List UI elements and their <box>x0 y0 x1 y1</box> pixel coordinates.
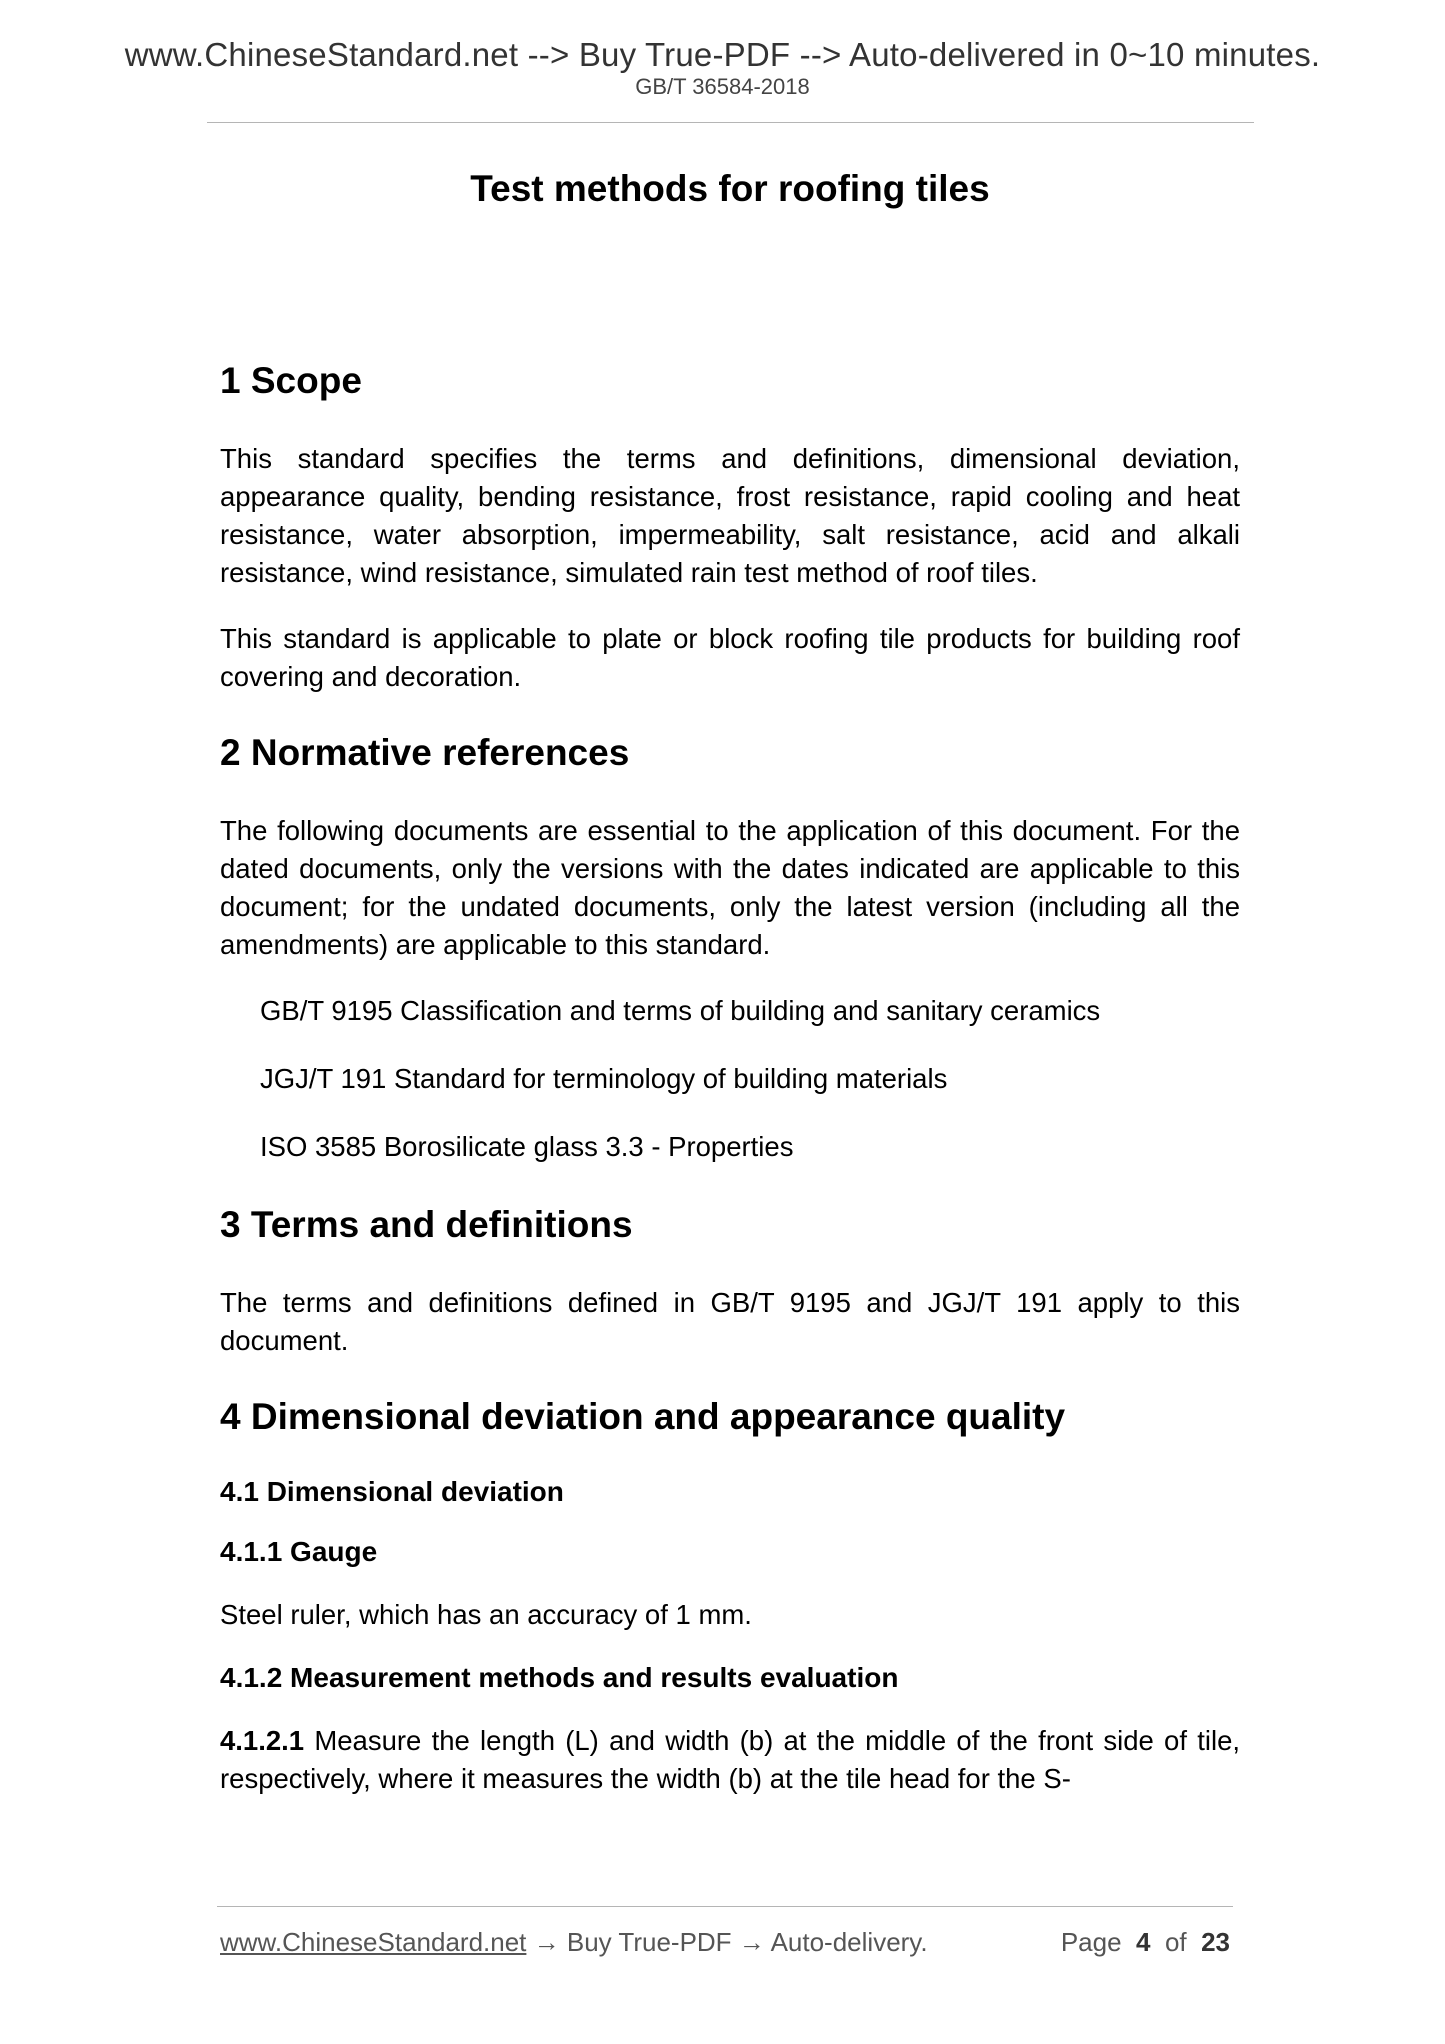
footer-link[interactable]: www.ChineseStandard.net <box>220 1927 527 1957</box>
section-heading-terms: 3 Terms and definitions <box>220 1204 633 1245</box>
reference-item: JGJ/T 191 Standard for terminology of building materials <box>260 1063 948 1094</box>
subsection-heading-4-1: 4.1 Dimensional deviation <box>220 1476 564 1507</box>
gauge-paragraph: Steel ruler, which has an accuracy of 1 mm. <box>220 1599 752 1630</box>
scope-paragraph-2: This standard is applicable to plate or block roofing tile products for building roof covering and decoration. <box>220 623 1240 692</box>
header-divider <box>207 122 1254 123</box>
footer-promo-text: → Buy True-PDF → Auto-delivery. <box>526 1927 928 1957</box>
section-heading-scope: 1 Scope <box>220 360 362 401</box>
clause-4-1-2-1 <box>220 1722 1240 1798</box>
standard-code: GB/T 36584-2018 <box>635 74 810 99</box>
document-body <box>220 168 1240 1826</box>
footer-promo <box>220 1927 928 1958</box>
subsection-heading-4-1-1: 4.1.1 Gauge <box>220 1536 378 1567</box>
section-heading-dimensional-deviation: 4 Dimensional deviation and appearance quality <box>220 1396 1066 1437</box>
page-total: 23 <box>1201 1927 1230 1957</box>
of-label: of <box>1164 1927 1187 1957</box>
document-title: Test methods for roofing tiles <box>470 168 990 209</box>
page-label: Page <box>1060 1927 1122 1957</box>
reference-item: GB/T 9195 Classification and terms of building and sanitary ceramics <box>260 995 1101 1026</box>
subsection-heading-4-1-2: 4.1.2 Measurement methods and results evaluation <box>220 1662 899 1693</box>
page-number: 4 <box>1136 1927 1151 1957</box>
normative-references-paragraph: The following documents are essential to the application of this document. For the dated documents, only the versions with the dates indicated are applicable to this document; for the undated documents, only the latest version (including all the amendments) are applicable to this standard. <box>220 815 1240 960</box>
top-banner[interactable]: www.ChineseStandard.net --> Buy True-PDF --> Auto-delivered in 0~10 minutes. <box>124 36 1321 73</box>
footer-divider <box>217 1906 1233 1907</box>
scope-paragraph-1: This standard specifies the terms and definitions, dimensional deviation, appearance quality, bending resistance, frost resistance, rapid cooling and heat resistance, water absorption, impermeability, salt resistance, acid and alkali resistance, wind resistance, simulated rain test method of roof tiles. <box>220 443 1240 588</box>
reference-item: ISO 3585 Borosilicate glass 3.3 - Properties <box>260 1131 794 1162</box>
section-heading-normative-references: 2 Normative references <box>220 732 630 773</box>
clause-text: Measure the length (L) and width (b) at the middle of the front side of tile, respectively, where it measures the width (b) at the tile head for the S- <box>220 1725 1240 1794</box>
terms-paragraph: The terms and definitions defined in GB/T 9195 and JGJ/T 191 apply to this document. <box>220 1287 1240 1356</box>
page-indicator <box>1061 1927 1230 1958</box>
clause-number: 4.1.2.1 <box>220 1725 305 1756</box>
